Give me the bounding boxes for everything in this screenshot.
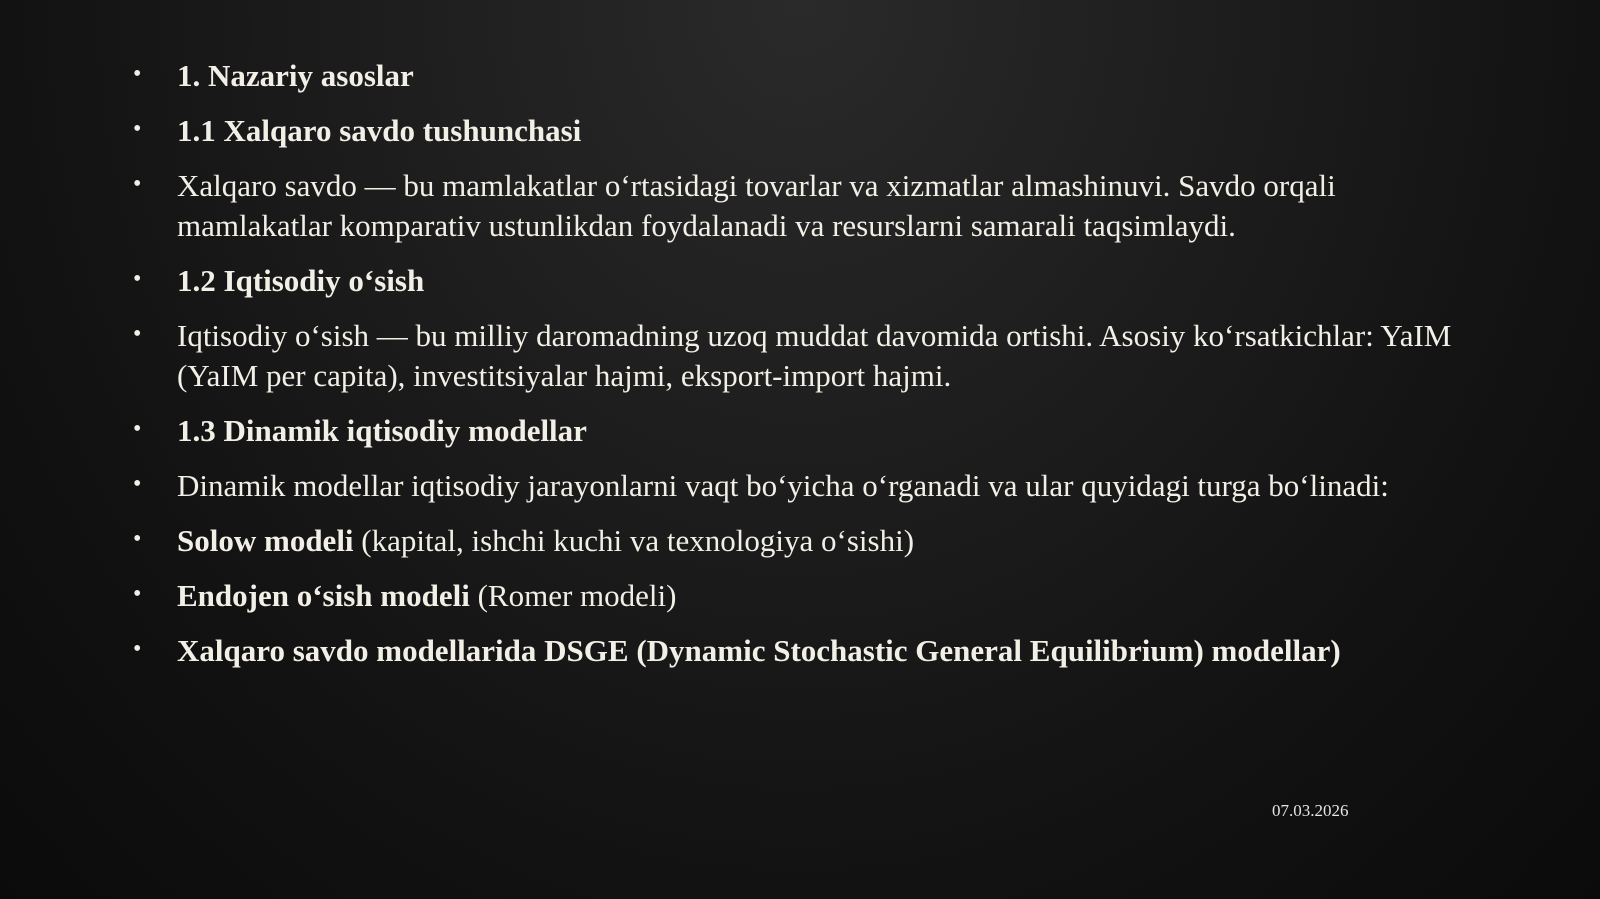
bullet-item-8 [133, 521, 1473, 561]
bullet-bold-text: Xalqaro savdo modellarida DSGE (Dynamic Stochastic General Equilibrium) modellar) [177, 633, 1341, 668]
bullet-text: Xalqaro savdo — bu mamlakatlar o‘rtasidagi tovarlar va xizmatlar almashinuvi. Savdo orqali mamlakatlar komparativ ustunlikdan foydalanadi va resurslarni samarali taqsimlaydi. [177, 168, 1336, 243]
bullet-text: (kapital, ishchi kuchi va texnologiya o‘sishi) [353, 523, 915, 558]
bullet-bold-text: 1.1 Xalqaro savdo tushunchasi [177, 113, 582, 148]
bullet-item-9 [133, 576, 1473, 616]
bullet-item-3 [133, 166, 1473, 246]
bullet-bold-text: Endojen o‘sish modeli [177, 578, 470, 613]
slide-date: 07.03.2026 [1272, 801, 1349, 820]
bullet-item-2 [133, 111, 1473, 151]
bullet-icon: • [133, 471, 142, 497]
bullet-icon: • [133, 416, 142, 442]
bullet-icon: • [133, 116, 142, 142]
bullet-text: Iqtisodiy o‘sish — bu milliy daromadning uzoq muddat davomida ortishi. Asosiy ko‘rsatkichlar: YaIM (YaIM per capita), investitsiyalar hajmi, eksport-import hajmi. [177, 318, 1452, 393]
bullet-icon: • [133, 321, 142, 347]
bullet-bold-text: 1.2 Iqtisodiy o‘sish [177, 263, 425, 298]
bullet-item-6 [133, 411, 1473, 451]
bullet-icon: • [133, 266, 142, 292]
bullet-icon: • [133, 171, 142, 197]
bullet-bold-text: Solow modeli [177, 523, 354, 558]
bullet-item-5 [133, 316, 1473, 396]
bullet-bold-text: 1. Nazariy asoslar [177, 58, 414, 93]
bullet-icon: • [133, 581, 142, 607]
bullet-icon: • [133, 61, 142, 87]
bullet-icon: • [133, 636, 142, 662]
bullet-list [133, 56, 1473, 686]
bullet-text: Dinamik modellar iqtisodiy jarayonlarni vaqt bo‘yicha o‘rganadi va ular quyidagi turga bo‘linadi: [177, 468, 1389, 503]
bullet-icon: • [133, 526, 142, 552]
bullet-item-4 [133, 261, 1473, 301]
bullet-item-1 [133, 56, 1473, 96]
bullet-bold-text: 1.3 Dinamik iqtisodiy modellar [177, 413, 587, 448]
bullet-item-7 [133, 466, 1473, 506]
bullet-item-10 [133, 631, 1473, 671]
bullet-text: (Romer modeli) [469, 578, 677, 613]
